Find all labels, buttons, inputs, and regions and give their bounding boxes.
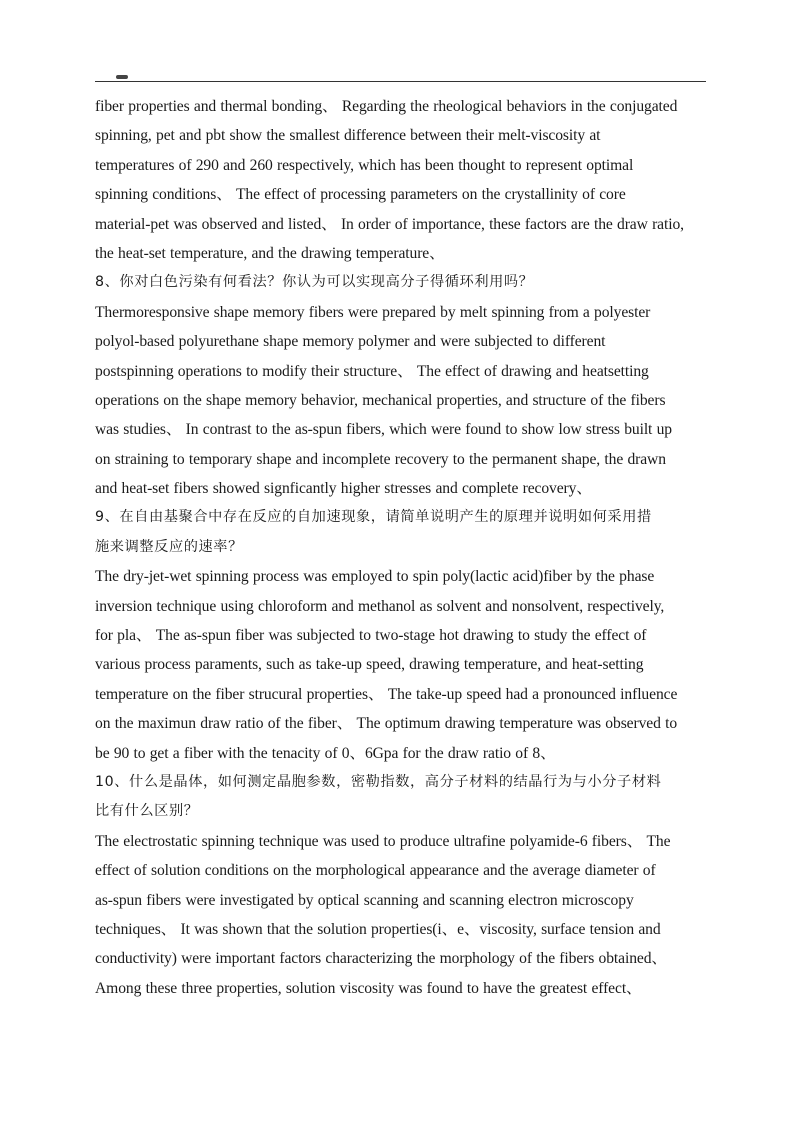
text-line: conductivity) were important factors characterizing the morphology of the fibers obtained、 — [95, 950, 667, 968]
text-line: spinning, pet and pbt show the smallest difference between their melt-viscosity at — [95, 127, 601, 145]
text-line: inversion technique using chloroform and methanol as solvent and nonsolvent, respectively, — [95, 597, 665, 615]
text-line: The electrostatic spinning technique was used to produce ultrafine polyamide-6 fibers、 The — [95, 832, 671, 850]
document-body — [95, 92, 710, 1003]
text-line: effect of solution conditions on the morphological appearance and the average diameter of — [95, 862, 656, 880]
text-line: was studies、 In contrast to the as-spun fibers, which were found to show low stress built up — [95, 421, 672, 439]
text-line: spinning conditions、 The effect of processing parameters on the crystallinity of core — [95, 186, 626, 204]
text-line: polyol-based polyurethane shape memory polymer and were subjected to different — [95, 333, 606, 351]
text-line: operations on the shape memory behavior, mechanical properties, and structure of the fibers — [95, 391, 666, 409]
text-line: temperature on the fiber strucural properties、 The take-up speed had a pronounced influence — [95, 685, 678, 703]
text-line: be 90 to get a fiber with the tenacity of 0、6Gpa for the draw ratio of 8、 — [95, 744, 556, 762]
text-line: Thermoresponsive shape memory fibers were prepared by melt spinning from a polyester — [95, 303, 651, 321]
text-line: techniques、 It was shown that the solution properties(i、e、viscosity, surface tension and — [95, 920, 661, 938]
question-line: 9、在自由基聚合中存在反应的自加速现象，请简单说明产生的原理并说明如何采用措 — [95, 509, 652, 526]
text-line: fiber properties and thermal bonding、 Regarding the rheological behaviors in the conjugated — [95, 98, 678, 115]
question-line: 比有什么区别？ — [95, 803, 199, 820]
header-mark — [116, 75, 128, 79]
text-line: temperatures of 290 and 260 respectively, which has been thought to represent optimal — [95, 156, 634, 174]
text-line: postspinning operations to modify their structure、 The effect of drawing and heatsetting — [95, 362, 649, 380]
header-rule — [95, 81, 706, 82]
text-line: the heat-set temperature, and the drawing temperature、 — [95, 244, 445, 262]
text-line: for pla、 The as-spun fiber was subjected to two-stage hot drawing to study the effect of — [95, 627, 647, 645]
question-line: 施来调整反应的速率？ — [95, 538, 243, 555]
text-line: on the maximun draw ratio of the fiber、 The optimum drawing temperature was observed to — [95, 715, 678, 733]
text-line: Among these three properties, solution viscosity was found to have the greatest effect、 — [95, 979, 642, 997]
text-line: as-spun fibers were investigated by optical scanning and scanning electron microscopy — [95, 891, 634, 909]
text-line: on straining to temporary shape and incomplete recovery to the permanent shape, the drawn — [95, 450, 666, 468]
text-line: and heat-set fibers showed signficantly higher stresses and complete recovery、 — [95, 480, 592, 498]
text-line: various process paraments, such as take-up speed, drawing temperature, and heat-setting — [95, 656, 644, 674]
question-line: 8、你对白色污染有何看法？你认为可以实现高分子得循环利用吗？ — [95, 274, 534, 291]
text-line: material-pet was observed and listed、 In order of importance, these factors are the draw ratio, — [95, 215, 684, 233]
question-line: 10、什么是晶体，如何测定晶胞参数，密勒指数，高分子材料的结晶行为与小分子材料 — [95, 773, 662, 790]
text-line: The dry-jet-wet spinning process was employed to spin poly(lactic acid)fiber by the phase — [95, 568, 655, 586]
